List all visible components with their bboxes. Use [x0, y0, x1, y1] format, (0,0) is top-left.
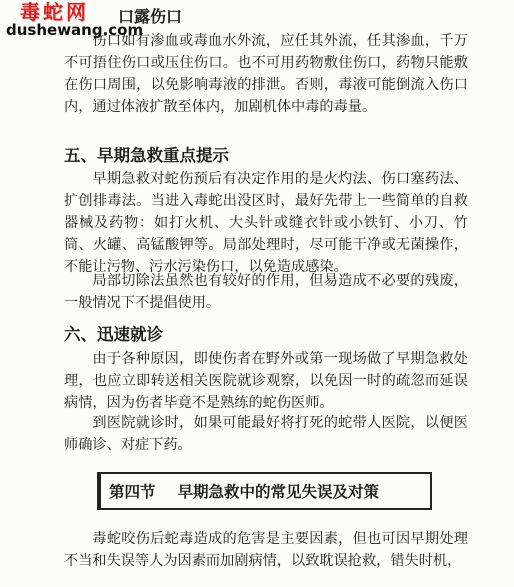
- section-five-title: 五、早期急救重点提示: [64, 146, 229, 165]
- site-watermark: [6, 2, 143, 38]
- watermark-chinese-name: 毒蛇网: [20, 0, 89, 24]
- paragraph-wound-care: 伤口如有渗血或毒血水外流，应任其外流，任其渗血，千万不可捂住伤口或压住伤口。也不可用药物敷住伤口，药物只能敷在伤口周围，以免影响毒液的排泄。否则，毒液可能倒流入伤口内，通过体液扩散至体内，加剧机体中毒的毒量。: [64, 33, 468, 115]
- chapter-heading-box: [97, 472, 432, 510]
- top-heading: 口露伤口: [118, 7, 183, 26]
- paragraph-first-aid-tips: 早期急救对蛇伤预后有决定作用的是火灼法、伤口塞药法、扩创排毒法。当进入毒蛇出没区时，最好先带上一些简单的自救器械及药物：如打火机、大头针或缝衣针或小铁钉、小刀、竹筒、火罐、高锰酸钾等。局部处理时，尽可能干净或无菌操作，不能让污物、污水污染伤口，以免造成感染。: [64, 171, 468, 275]
- watermark-url: dushewang.com: [6, 21, 144, 39]
- chapter-title: 早期急救中的常见失误及对策: [177, 483, 380, 501]
- paragraph-excision-note: 局部切除法虽然也有较好的作用，但易造成不必要的残废，一般情况下不提倡使用。: [64, 273, 468, 311]
- chapter-number: 第四节: [109, 483, 156, 501]
- paragraph-bring-snake: 到医院就诊时，如果可能最好将打死的蛇带人医院，以便医师确诊、对症下药。: [64, 415, 468, 453]
- paragraph-seek-care: 由于各种原因，即使伤者在野外或第一现场做了早期急救处理，也应立即转送相关医院就诊观察，以免因一时的疏忽而延误病情，因为伤者毕竟不是熟练的蛇伤医师。: [64, 351, 468, 411]
- paragraph-intro-mistakes: 毒蛇咬伤后蛇毒造成的危害是主要因素，但也可因早期处理不当和失误等人为因素而加剧病情，以致耽误抢救，错失时机，: [64, 531, 468, 569]
- section-six-title: 六、迅速就诊: [64, 325, 163, 344]
